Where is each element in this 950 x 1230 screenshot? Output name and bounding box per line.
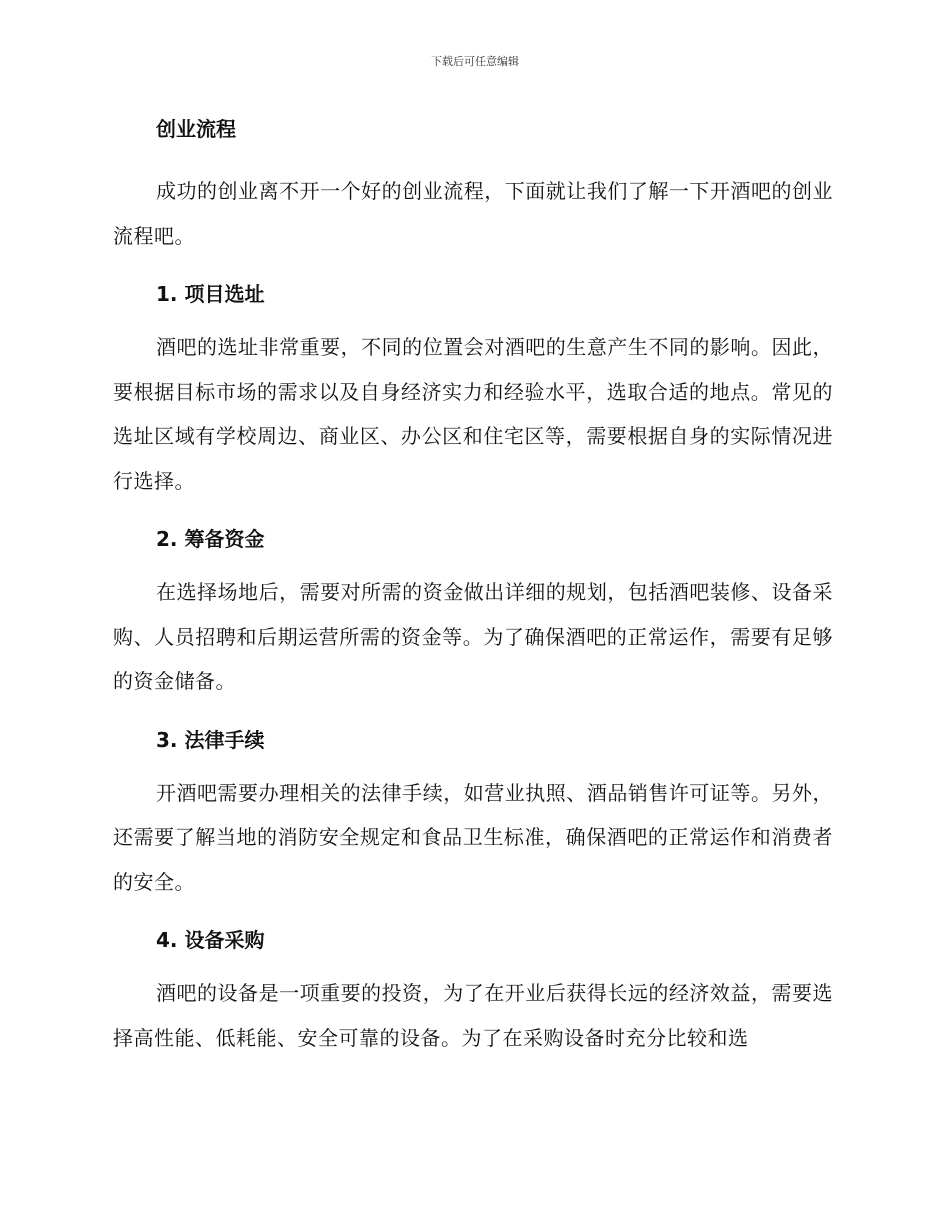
intro-paragraph: 成功的创业离不开一个好的创业流程，下面就让我们了解一下开酒吧的创业流程吧。	[113, 179, 833, 248]
page-header: 下载后可任意编辑	[431, 55, 519, 68]
section-heading-legal: 3. 法律手续	[156, 727, 265, 752]
section-body-funding: 在选择场地后，需要对所需的资金做出详细的规划，包括酒吧装修、设备采购、人员招聘和后期运营所需的资金等。为了确保酒吧的正常运作，需要有足够的资金储备。	[113, 580, 833, 693]
section-heading-equipment: 4. 设备采购	[156, 928, 265, 952]
section-body-site-selection: 酒吧的选址非常重要，不同的位置会对酒吧的生意产生不同的影响。因此，要根据目标市场的需求以及自身经济实力和经验水平，选取合适的地点。常见的选址区域有学校周边、商业区、办公区和住宅区等，需要根据自身的实际情况进行选择。	[113, 335, 833, 493]
section-body-equipment: 酒吧的设备是一项重要的投资，为了在开业后获得长远的经济效益，需要选择高性能、低耗能、安全可靠的设备。为了在采购设备时充分比较和选	[113, 981, 833, 1050]
section-body-legal: 开酒吧需要办理相关的法律手续，如营业执照、酒品销售许可证等。另外，还需要了解当地的消防安全规定和食品卫生标准，确保酒吧的正常运作和消费者的安全。	[113, 780, 833, 894]
section-heading-site-selection: 1. 项目选址	[156, 282, 265, 306]
document-title: 创业流程	[156, 117, 236, 141]
document-body	[113, 113, 833, 1060]
section-heading-funding: 2. 筹备资金	[156, 527, 265, 551]
